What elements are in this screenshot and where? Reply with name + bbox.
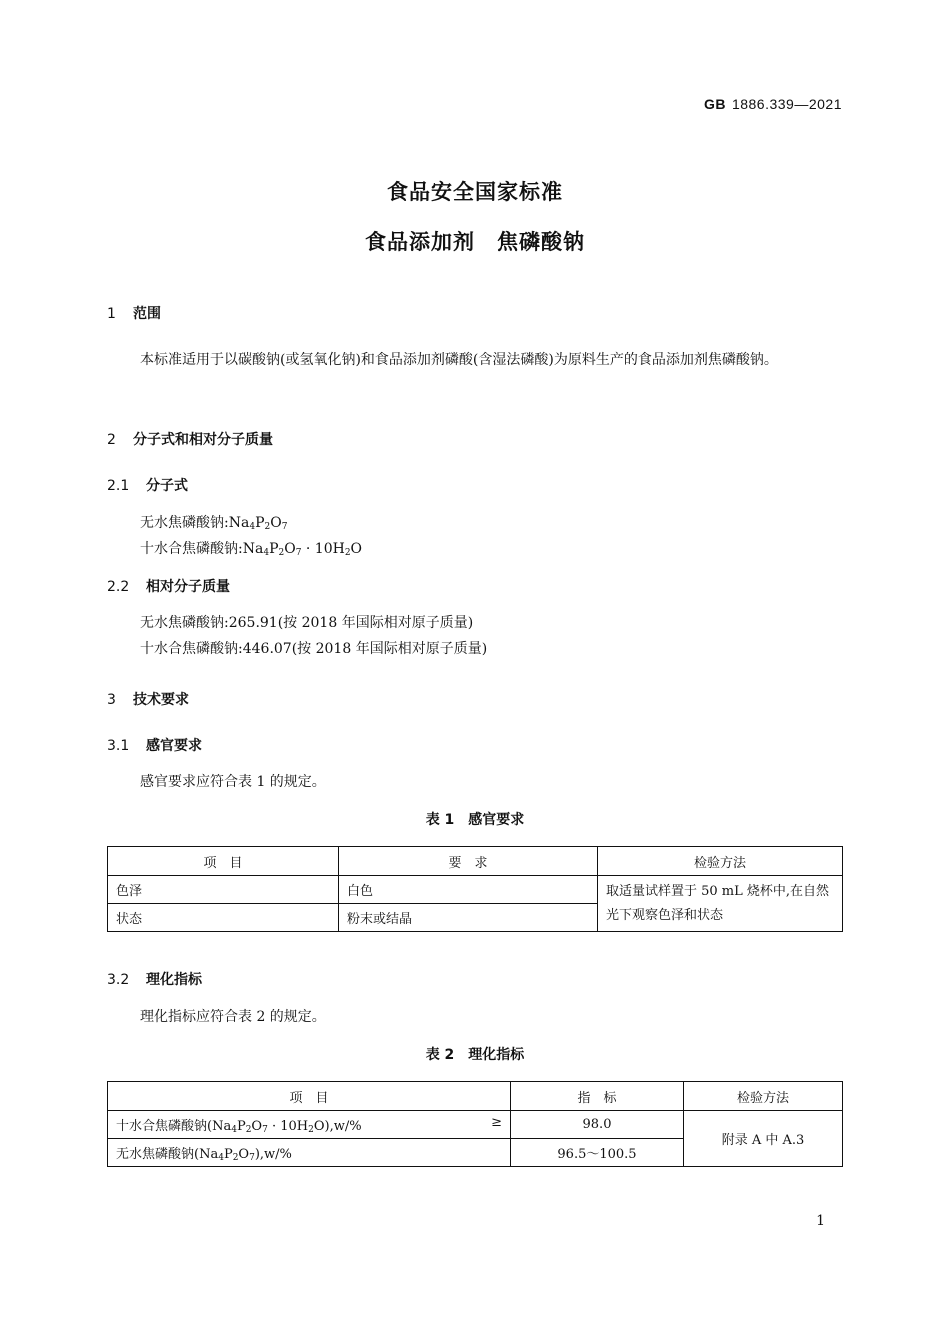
section-3-2-text: 理化指标应符合表 2 的规定。 xyxy=(140,1009,326,1025)
table-row xyxy=(108,876,843,904)
table-cell: 无水焦磷酸钠$(Na_4P_2O_7),w/\%$ xyxy=(108,1139,511,1167)
table-1-header-requirement: 要 求 xyxy=(339,847,598,876)
table-cell: 96.5～100.5 xyxy=(511,1139,684,1167)
mass-anhydrous: 无水焦磷酸钠:265.91(按 2018 年国际相对原子质量) xyxy=(140,615,474,631)
table-2-header-value: 指 标 xyxy=(511,1082,684,1111)
table-cell: 色泽 xyxy=(108,876,339,904)
table-cell: 状态 xyxy=(108,904,339,932)
table-2-header-method: 检验方法 xyxy=(684,1082,843,1111)
section-2-1-heading: 2.1 分子式 xyxy=(107,478,188,494)
section-1-text: 本标准适用于以碳酸钠(或氢氧化钠)和食品添加剂磷酸(含湿法磷酸)为原料生产的食品添加剂焦磷酸钠。 xyxy=(140,352,778,368)
table-1 xyxy=(107,846,843,932)
document-subtitle: 食品添加剂 焦磷酸钠 xyxy=(365,230,585,254)
section-2-heading: 2 分子式和相对分子质量 xyxy=(107,432,273,448)
formula-decahydrate: 十水合焦磷酸钠$:Na_4P_2O_7 \cdot 10H_2O$ xyxy=(140,541,363,558)
table-2-header-item: 项 目 xyxy=(108,1082,511,1111)
table-row xyxy=(108,1111,843,1139)
section-3-1-heading: 3.1 感官要求 xyxy=(107,738,202,754)
table-cell: 白色 xyxy=(339,876,598,904)
section-3-1-text: 感官要求应符合表 1 的规定。 xyxy=(140,774,326,790)
table-2 xyxy=(107,1081,843,1167)
formula-anhydrous: 无水焦磷酸钠$:Na_4P_2O_7$ xyxy=(140,515,288,532)
table-cell: 粉末或结晶 xyxy=(339,904,598,932)
table-1-method-cell: 取适量试样置于 50 mL 烧杯中,在自然光下观察色泽和状态 xyxy=(598,876,843,932)
table-2-method-cell: 附录 A 中 A.3 xyxy=(684,1111,843,1167)
table-1-header-method: 检验方法 xyxy=(598,847,843,876)
mass-decahydrate: 十水合焦磷酸钠:446.07(按 2018 年国际相对原子质量) xyxy=(140,641,488,657)
document-title: 食品安全国家标准 xyxy=(387,180,563,204)
table-2-caption: 表 2 理化指标 xyxy=(425,1047,525,1063)
table-1-caption: 表 1 感官要求 xyxy=(425,812,525,828)
page-number: 1 xyxy=(816,1213,825,1229)
section-2-2-heading: 2.2 相对分子质量 xyxy=(107,579,230,595)
table-1-header-item: 项 目 xyxy=(108,847,339,876)
section-3-2-heading: 3.2 理化指标 xyxy=(107,972,202,988)
standard-number: GB 1886.339—2021 xyxy=(703,96,842,112)
table-cell: 98.0 xyxy=(511,1111,684,1139)
section-1-heading: 1 范围 xyxy=(107,306,161,322)
section-3-heading: 3 技术要求 xyxy=(107,692,189,708)
greater-equal-sign: ≥ xyxy=(491,1114,502,1130)
table-cell: 十水合焦磷酸钠$(Na_4P_2O_7 \cdot 10H_2O),w/\%$ ≥ xyxy=(108,1111,511,1139)
